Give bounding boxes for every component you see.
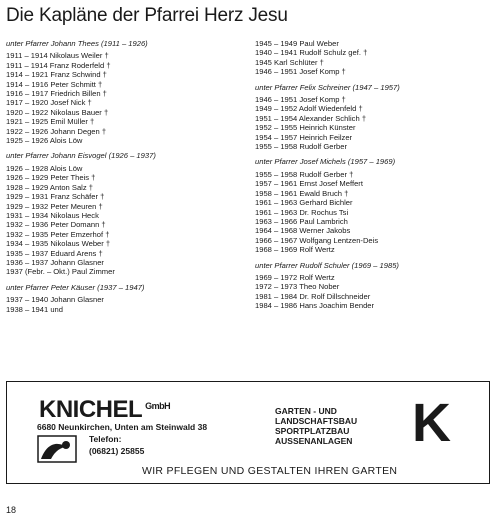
list-item: 1926 – 1929 Peter Theis † [6,173,96,183]
section-heading: unter Pfarrer Johann Thees (1911 – 1926) [6,39,148,48]
list-item: 1929 – 1932 Peter Meuren † [6,201,103,211]
section-schreiner [255,83,495,152]
list-item: 1940 – 1941 Rudolf Schulz gef. † [255,48,368,58]
list-item: 1946 – 1951 Josef Komp † [255,67,346,77]
section-kaeuser-continued [255,39,495,77]
list-item: 1937 – 1940 Johann Glasner [6,295,104,305]
ad-phone: (06821) 25855 [89,446,145,456]
company-logo-icon [37,435,77,463]
section-eisvogel [6,151,236,276]
ad-service-item: AUSSENANLAGEN [275,436,353,446]
list-item: 1926 – 1928 Alois Löw [6,163,83,173]
list-item: 1964 – 1968 Werner Jakobs [255,226,351,236]
list-item: 1945 – 1949 Paul Weber [255,39,339,48]
section-schuler [255,261,495,311]
section-heading: unter Pfarrer Felix Schreiner (1947 – 1957) [255,82,400,92]
list-item: 1961 – 1963 Gerhard Bichler [255,198,353,208]
ad-company-suffix: GmbH [145,401,171,411]
list-item: 1945 Karl Schlüter † [255,57,324,67]
list-item: 1984 – 1986 Hans Joachim Bender [255,301,375,311]
list-item: 1932 – 1935 Peter Emzerhof † [6,229,110,239]
section-heading: unter Pfarrer Johann Eisvogel (1926 – 1937) [6,151,156,161]
ad-slogan: WIR PFLEGEN UND GESTALTEN IHREN GARTEN [142,465,398,477]
list-item: 1917 – 1920 Josef Nick † [6,98,92,108]
ad-k-logo: K [412,393,451,453]
list-item: 1935 – 1937 Eduard Arens † [6,248,103,258]
list-item: 1925 – 1926 Alois Löw [6,136,83,146]
page-title: Die Kapläne der Pfarrei Herz Jesu [6,5,288,26]
list-item: 1951 – 1954 Alexander Schlich † [255,113,367,123]
ad-company-name [39,396,170,424]
list-item: 1916 – 1917 Friedrich Billen † [6,89,107,99]
list-item: 1936 – 1937 Johann Glasner [6,257,104,267]
section-michels [255,157,495,254]
list-item: 1958 – 1961 Ewald Bruch † [255,188,349,198]
right-column [255,39,495,317]
ad-phone-label: Telefon: [89,434,122,444]
list-item: 1966 – 1967 Wolfgang Lentzen-Deis [255,235,379,245]
list-item: 1955 – 1958 Rudolf Gerber [255,142,348,152]
section-heading: unter Pfarrer Peter Käuser (1937 – 1947) [6,282,145,292]
list-item: 1920 – 1922 Nikolaus Bauer † [6,107,109,117]
list-item: 1981 – 1984 Dr. Rolf Dillschneider [255,291,371,301]
list-item: 1938 – 1941 und [6,304,64,314]
ad-address: 6680 Neunkirchen, Unten am Steinwald 38 [37,422,208,432]
list-item: 1914 – 1921 Franz Schwind † [6,70,107,80]
list-item: 1946 – 1951 Josef Komp † [255,95,346,105]
list-item: 1969 – 1972 Rolf Wertz [255,272,335,282]
list-item: 1914 – 1916 Peter Schmitt † [6,79,103,89]
ad-service-item: SPORTPLATZBAU [275,426,350,436]
section-kaeuser [6,283,236,314]
ad-service-item: LANDSCHAFTSBAU [275,416,358,426]
list-item: 1921 – 1925 Emil Müller † [6,117,95,127]
list-item: 1934 – 1935 Nikolaus Weber † [6,239,111,249]
section-heading: unter Pfarrer Josef Michels (1957 – 1969) [255,157,396,167]
list-item: 1954 – 1957 Heinrich Feilzer [255,132,353,142]
page-number: 18 [6,505,17,515]
list-item: 1911 – 1914 Nikolaus Weiler † [6,51,109,61]
list-item: 1922 – 1926 Johann Degen † [6,126,107,136]
list-item: 1929 – 1931 Franz Schäfer † [6,192,105,202]
list-item: 1928 – 1929 Anton Salz † [6,182,93,192]
ad-services [275,406,357,446]
list-item: 1932 – 1936 Peter Domann † [6,220,106,230]
ad-company-label: KNICHEL [39,396,143,423]
list-item: 1931 – 1934 Nikolaus Heck [6,210,99,220]
list-item: 1961 – 1963 Dr. Rochus Tsi [255,207,349,217]
list-item: 1957 – 1961 Ernst Josef Meffert [255,179,363,189]
list-item: 1963 – 1966 Paul Lambrich [255,216,348,226]
ad-service-item: GARTEN - UND [275,406,337,416]
list-item: 1949 – 1952 Adolf Wiedenfeld † [255,104,363,114]
list-item: 1937 (Febr. – Okt.) Paul Zimmer [6,267,115,277]
list-item: 1952 – 1955 Heinrich Künster [255,123,356,133]
list-item: 1968 – 1969 Rolf Wertz [255,245,335,255]
left-column [6,39,236,320]
list-item: 1955 – 1958 Rudolf Gerber † [255,169,354,179]
list-item: 1911 – 1914 Franz Roderfeld † [6,60,111,70]
section-thees [6,39,236,145]
advertisement [6,381,490,484]
list-item: 1972 – 1973 Theo Nober [255,282,340,292]
section-heading: unter Pfarrer Rudolf Schuler (1969 – 1985) [255,260,399,270]
